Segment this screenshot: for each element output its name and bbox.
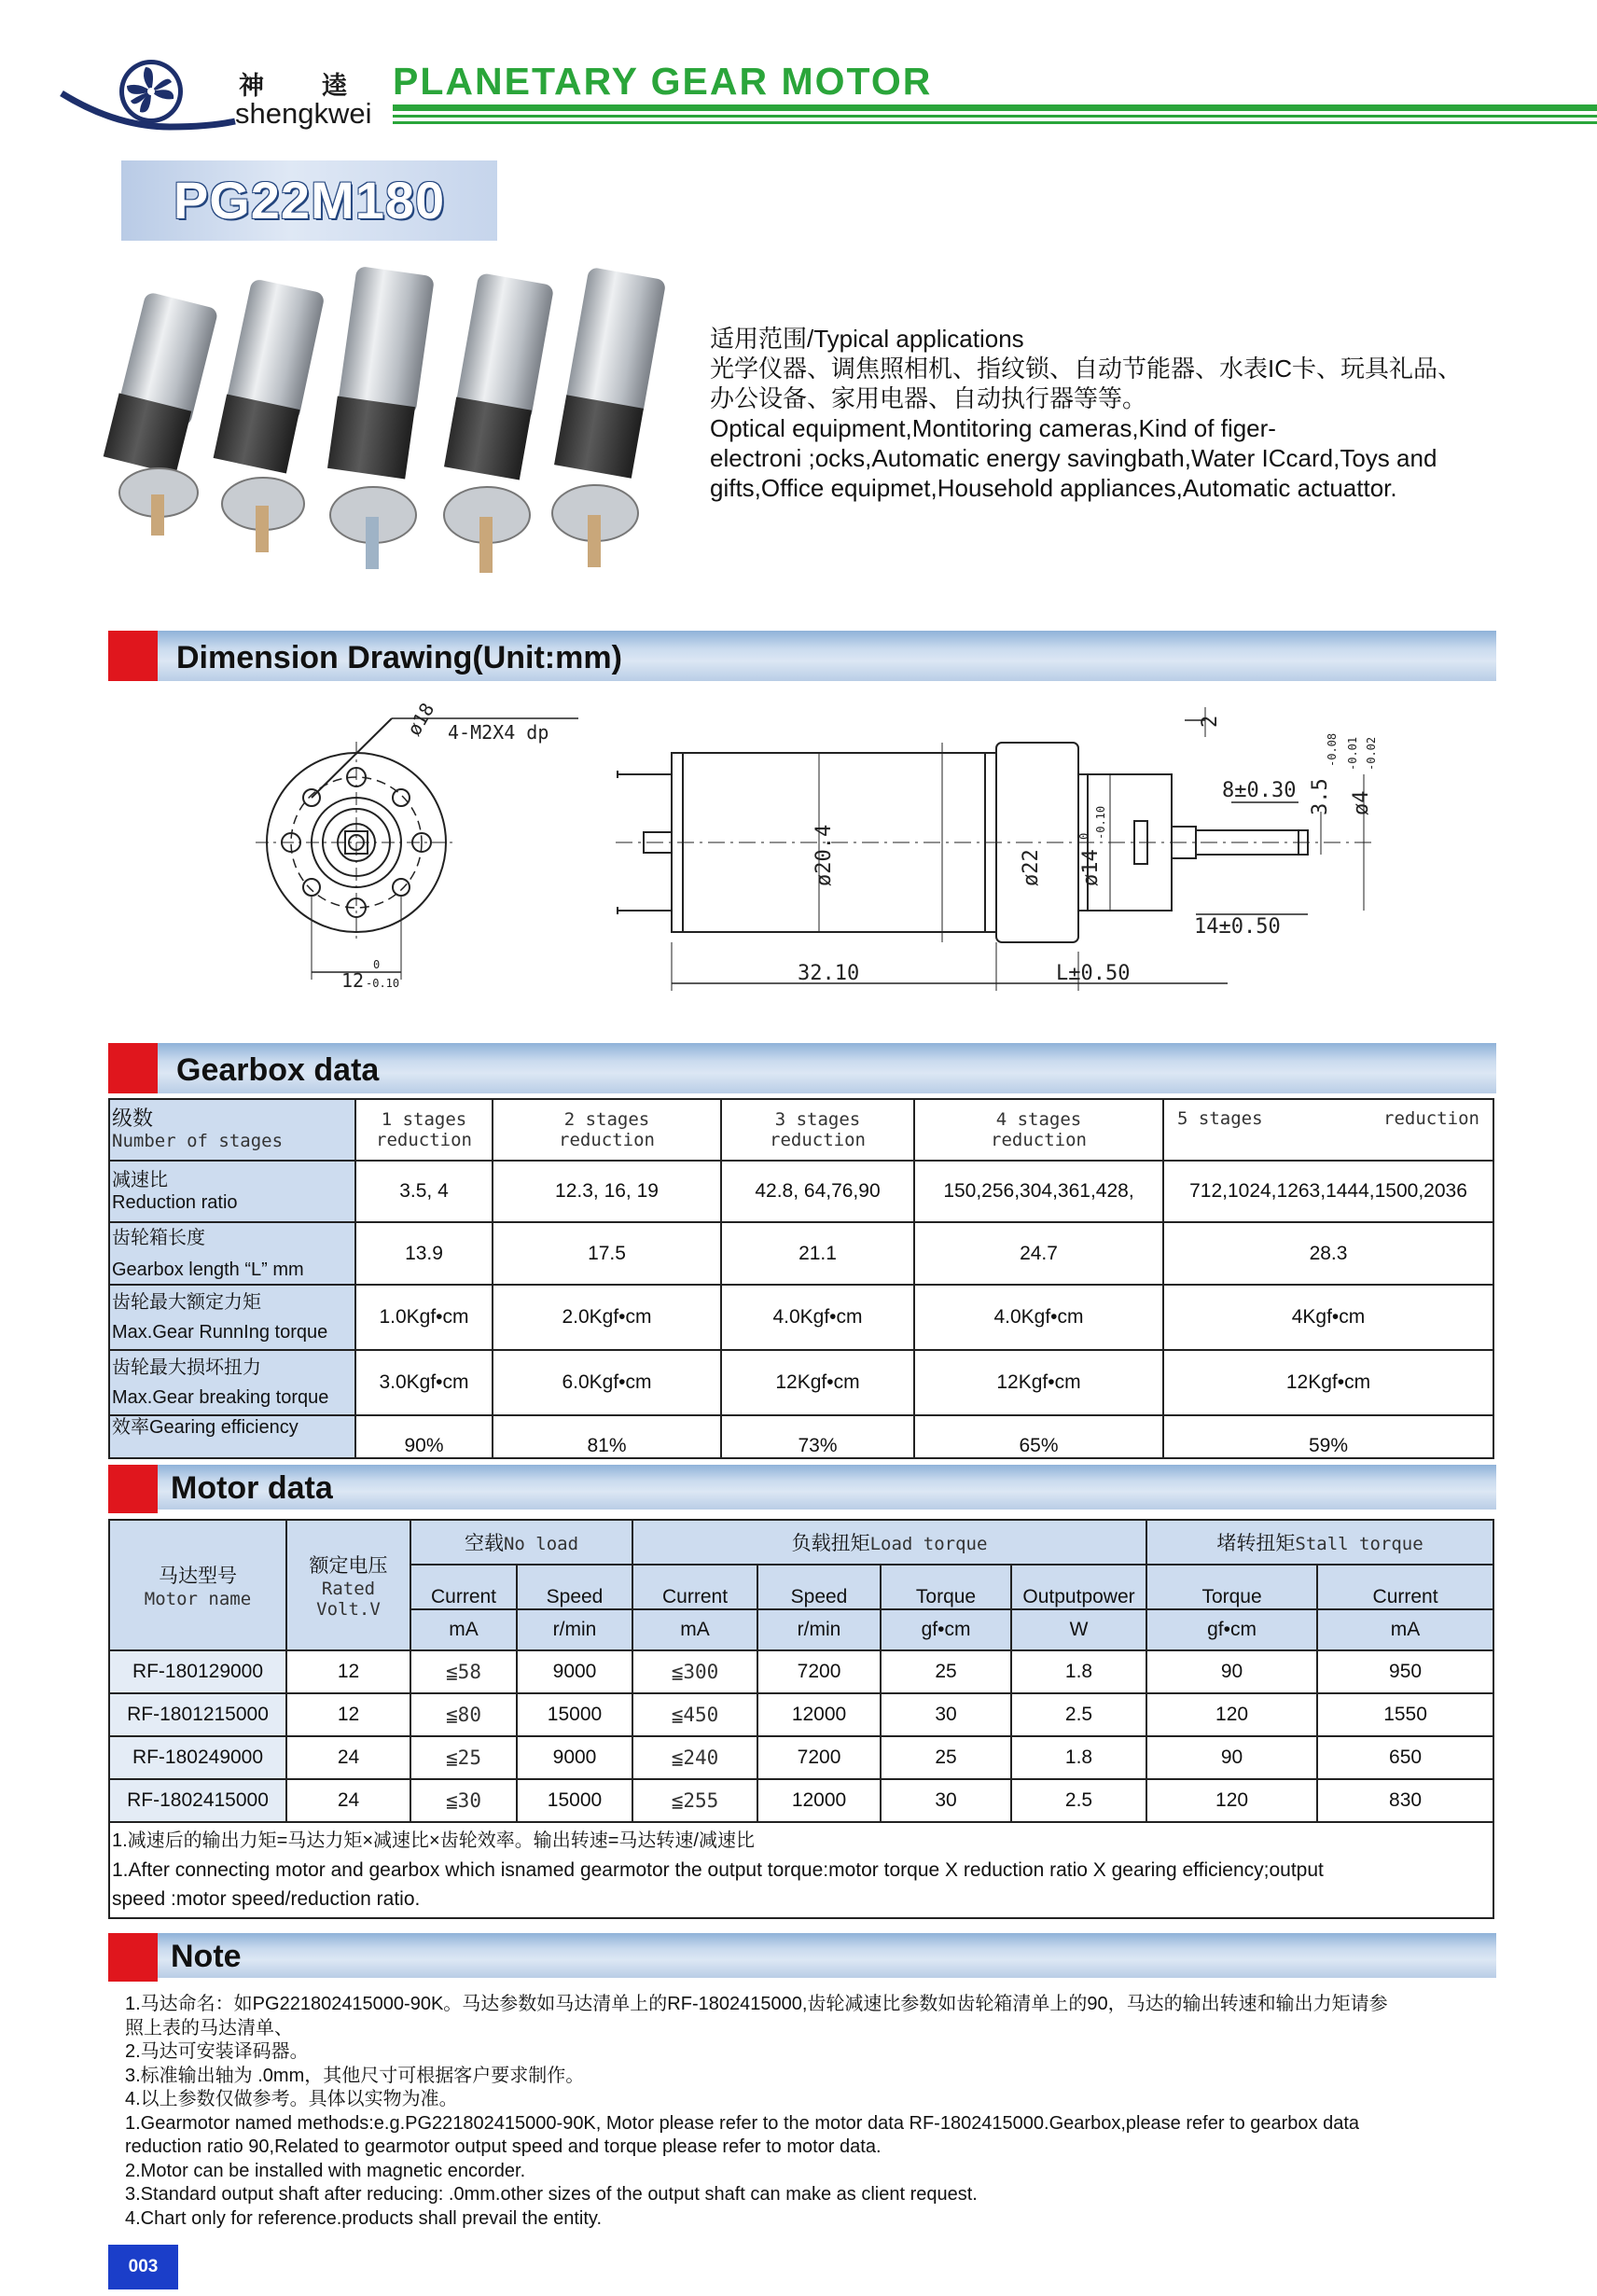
row-label: 齿轮最大额定力矩 Max.Gear RunnIng torque — [109, 1285, 355, 1350]
note-line: 2.Motor can be installed with magnetic encorder. — [125, 2160, 526, 2181]
header-rule-thin-2 — [393, 121, 1597, 124]
motor-notes: 1.减速后的输出力矩=马达力矩×减速比×齿轮效率。输出转速=马达转速/减速比 1.After connecting motor and gearbox which isnamed gearmotor the output torque:motor torque X reduction ratio X gearing efficiency;output speed :motor speed/reduction ratio. — [109, 1822, 1493, 1918]
row-label: 效率Gearing efficiency — [109, 1415, 355, 1458]
dim-tol: 0 — [1077, 832, 1090, 840]
gear-cell: 150,256,304,361,428, — [914, 1161, 1163, 1222]
unit-header: gf•cm — [881, 1609, 1011, 1650]
sub-header: Torque — [881, 1565, 1011, 1609]
dim-phi18: ø18 — [402, 700, 439, 740]
gear-cell: 65% — [914, 1415, 1163, 1458]
section-bar-note — [108, 1933, 1496, 1978]
applications-en-line: Optical equipment,Montitoring cameras,Kind of figer- — [710, 414, 1276, 442]
noload-header: 空载No load — [410, 1520, 632, 1565]
unit-header: mA — [410, 1609, 517, 1650]
product-photo — [103, 261, 700, 606]
section-marker — [108, 1043, 158, 1093]
gear-cell: 6.0Kgf•cm — [493, 1350, 721, 1415]
applications-en-line: electroni ;ocks,Automatic energy savingbath,Water ICcard,Toys and — [710, 444, 1437, 472]
unit-header: r/min — [517, 1609, 632, 1650]
motor-unit-1 — [104, 291, 219, 536]
dim-lenL: L±0.50 — [1056, 962, 1131, 985]
stage-header: 5 stages reduction — [1163, 1099, 1493, 1161]
sub-header: Speed — [757, 1565, 881, 1609]
note-line: 1.Gearmotor named methods:e.g.PG221802415000-90K, Motor please refer to the motor data RF-1802415000.Gearbox,please refer to gearbox data — [125, 2112, 1360, 2134]
gear-cell: 13.9 — [355, 1222, 493, 1285]
section-title-dimension: Dimension Drawing(Unit:mm) — [176, 640, 622, 675]
motor-row: RF-1801215000 12 ≦80 15000 ≦450 12000 30 2.5 120 1550 — [109, 1693, 1493, 1736]
gear-cell: 4.0Kgf•cm — [721, 1285, 914, 1350]
note-line: reduction ratio 90,Related to gearmotor output speed and torque please refer to motor data. — [125, 2136, 882, 2157]
dim-holes: 4-M2X4 dp — [448, 721, 549, 744]
unit-header: W — [1011, 1609, 1146, 1650]
gear-cell: 712,1024,1263,1444,1500,2036 — [1163, 1161, 1493, 1222]
document-title: PLANETARY GEAR MOTOR — [393, 60, 933, 103]
motor-row: RF-180129000 12 ≦58 9000 ≦300 7200 25 1.8 90 950 — [109, 1650, 1493, 1693]
gear-cell: 81% — [493, 1415, 721, 1458]
dim-phi22: ø22 — [1020, 849, 1043, 886]
dim-phi14: ø14 — [1079, 849, 1103, 886]
gear-cell: 2.0Kgf•cm — [493, 1285, 721, 1350]
note-line: 2.马达可安装译码器。 — [125, 2041, 309, 2062]
gear-cell: 28.3 — [1163, 1222, 1493, 1285]
dim-phi4: ø4 — [1350, 790, 1373, 815]
note-line: 3.标准输出轴为 .0mm，其他尺寸可根据客户要求制作。 — [125, 2065, 585, 2086]
note-list — [125, 1993, 1487, 2231]
brand-name-en: shengkwei — [235, 97, 372, 130]
section-title-note: Note — [171, 1939, 242, 1974]
row-label: 减速比 Reduction ratio — [109, 1161, 355, 1222]
gear-cell: 17.5 — [493, 1222, 721, 1285]
fan-logo-icon — [60, 54, 237, 131]
gear-cell: 12Kgf•cm — [721, 1350, 914, 1415]
motor-row: RF-1802415000 24 ≦30 15000 ≦255 12000 30 2.5 120 830 — [109, 1779, 1493, 1822]
gear-cell: 59% — [1163, 1415, 1493, 1458]
header-rule — [393, 104, 1597, 111]
gear-cell: 12Kgf•cm — [914, 1350, 1163, 1415]
gear-cell: 12.3, 16, 19 — [493, 1161, 721, 1222]
sub-header: Current — [632, 1565, 757, 1609]
front-view — [256, 718, 578, 980]
load-header: 负载扭矩Load torque — [632, 1520, 1146, 1565]
applications-en-line: gifts,Office equipmet,Household appliances,Automatic actuattor. — [710, 474, 1397, 502]
section-marker — [108, 631, 158, 681]
stages-label: 级数 Number of stages — [109, 1099, 355, 1161]
gear-cell: 42.8, 64,76,90 — [721, 1161, 914, 1222]
section-marker — [108, 1933, 158, 1982]
gearbox-table — [108, 1098, 1494, 1459]
side-view — [616, 707, 1371, 991]
sub-header: Speed — [517, 1565, 632, 1609]
dim-tol: -0.10 — [1094, 805, 1107, 840]
row-label: 齿轮最大损坏扭力 Max.Gear breaking torque — [109, 1350, 355, 1415]
motor-unit-4 — [444, 272, 554, 573]
dimension-drawing — [252, 700, 1390, 1008]
gear-cell: 90% — [355, 1415, 493, 1458]
note-line: 1.马达命名：如PG221802415000-90K。马达参数如马达清单上的RF-1802415000,齿轮减速比参数如齿轮箱清单上的90，马达的输出转速和输出力矩请参 — [125, 1994, 1388, 2014]
note-line: 3.Standard output shaft after reducing: .0mm.other sizes of the output shaft can make as client request. — [125, 2184, 978, 2205]
dim-shaft8: 8±0.30 — [1222, 779, 1297, 802]
sub-header: Torque — [1146, 1565, 1317, 1609]
gear-cell: 3.0Kgf•cm — [355, 1350, 493, 1415]
rated-volt-header: 额定电压 Rated Volt.V — [286, 1520, 410, 1650]
dim-tol: -0.02 — [1365, 736, 1378, 771]
dim-len32: 32.10 — [798, 962, 860, 985]
note-line: 照上表的马达清单、 — [125, 2017, 293, 2039]
stage-header: 1 stages reduction — [355, 1099, 493, 1161]
applications-cn-line: 光学仪器、调焦照相机、指纹锁、自动节能器、水表IC卡、玩具礼品、 — [710, 355, 1463, 383]
gear-cell: 4.0Kgf•cm — [914, 1285, 1163, 1350]
dim-tol: -0.10 — [366, 977, 400, 990]
section-marker — [108, 1465, 158, 1513]
applications-block — [710, 324, 1531, 503]
dim-shaft14: 14±0.50 — [1194, 915, 1281, 939]
brand-name-cn: 神逵 — [239, 72, 405, 101]
applications-heading: 适用范围/Typical applications — [710, 325, 1024, 353]
gear-cell: 12Kgf•cm — [1163, 1350, 1493, 1415]
dim-top2: 2 — [1199, 715, 1222, 728]
unit-header: mA — [1317, 1609, 1493, 1650]
motor-unit-2 — [214, 278, 326, 552]
dim-width12: 12 — [341, 969, 365, 992]
gear-cell: 1.0Kgf•cm — [355, 1285, 493, 1350]
section-title-motor: Motor data — [171, 1470, 333, 1506]
unit-header: gf•cm — [1146, 1609, 1317, 1650]
sub-header: Current — [410, 1565, 517, 1609]
model-banner — [121, 160, 497, 241]
sub-header: Current — [1317, 1565, 1493, 1609]
gear-cell: 4Kgf•cm — [1163, 1285, 1493, 1350]
unit-header: mA — [632, 1609, 757, 1650]
stage-header: 3 stages reduction — [721, 1099, 914, 1161]
gear-cell: 3.5, 4 — [355, 1161, 493, 1222]
applications-cn-line: 办公设备、家用电器、自动执行器等等。 — [710, 384, 1147, 412]
stage-header: 4 stages reduction — [914, 1099, 1163, 1161]
note-line: 4.Chart only for reference.products shall prevail the entity. — [125, 2207, 602, 2229]
unit-header: r/min — [757, 1609, 881, 1650]
motor-table — [108, 1519, 1494, 1919]
section-title-gearbox: Gearbox data — [176, 1052, 380, 1088]
page-number: 003 — [108, 2245, 178, 2289]
motor-unit-3 — [327, 266, 435, 569]
dim-tol: -0.01 — [1346, 736, 1359, 771]
stall-header: 堵转扭矩Stall torque — [1146, 1520, 1493, 1565]
row-label: 齿轮箱长度 Gearbox length “L” mm — [109, 1222, 355, 1285]
dim-tol: 0 — [373, 958, 381, 971]
gear-cell: 24.7 — [914, 1222, 1163, 1285]
dim-tol: -0.08 — [1326, 732, 1339, 767]
gear-cell: 73% — [721, 1415, 914, 1458]
brand-logo — [60, 54, 237, 131]
gear-cell: 21.1 — [721, 1222, 914, 1285]
stage-header: 2 stages reduction — [493, 1099, 721, 1161]
model-name: PG22M180 — [173, 171, 446, 230]
motor-row: RF-180249000 24 ≦25 9000 ≦240 7200 25 1.8 90 650 — [109, 1736, 1493, 1779]
motor-name-header: 马达型号 Motor name — [109, 1520, 286, 1650]
header-rule-thin — [393, 115, 1597, 118]
motor-unit-5 — [552, 267, 666, 567]
dim-phi20: ø20.4 — [812, 824, 836, 886]
sub-header: Outputpower — [1011, 1565, 1146, 1609]
note-line: 4.以上参数仅做参考。具体以实物为准。 — [125, 2089, 458, 2109]
dim-shaft35: 3.5 — [1309, 778, 1332, 815]
